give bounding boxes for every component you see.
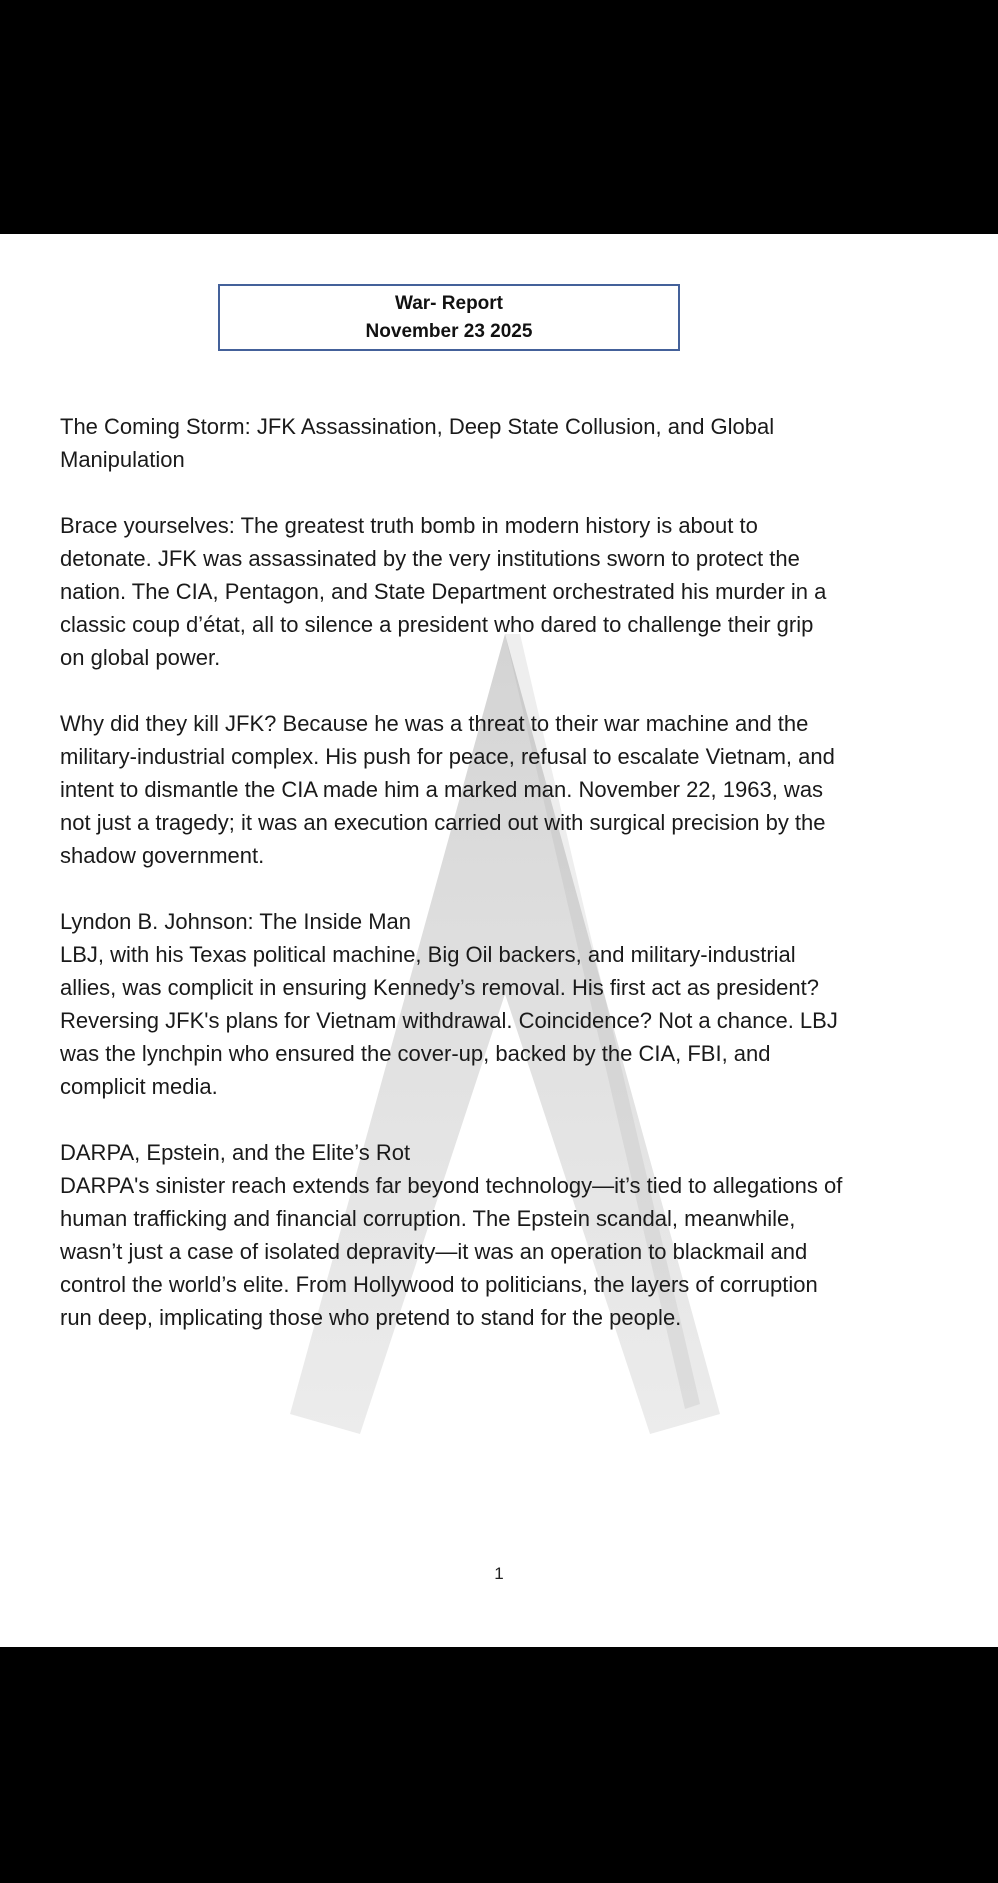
section-darpa-epstein	[60, 1136, 950, 1334]
text-line: run deep, implicating those who pretend to stand for the people.	[60, 1305, 682, 1330]
article-title	[60, 410, 950, 476]
text-line: Brace yourselves: The greatest truth bomb in modern history is about to	[60, 513, 758, 538]
text-line: was the lynchpin who ensured the cover-up, backed by the CIA, FBI, and	[60, 1041, 771, 1066]
text-line: allies, was complicit in ensuring Kennedy’s removal. His first act as president?	[60, 975, 819, 1000]
text-line: Reversing JFK's plans for Vietnam withdrawal. Coincidence? Not a chance. LBJ	[60, 1008, 838, 1033]
report-header-box	[218, 284, 680, 351]
text-line: human trafficking and financial corruption. The Epstein scandal, meanwhile,	[60, 1206, 796, 1231]
section-lbj	[60, 905, 950, 1103]
text-line: shadow government.	[60, 843, 265, 868]
document-page	[0, 234, 998, 1647]
text-line: DARPA's sinister reach extends far beyond technology—it’s tied to allegations of	[60, 1173, 843, 1198]
section-heading: Lyndon B. Johnson: The Inside Man	[60, 909, 412, 934]
text-line: not just a tragedy; it was an execution carried out with surgical precision by the	[60, 810, 826, 835]
paragraph-brace-yourselves	[60, 509, 950, 674]
text-line: complicit media.	[60, 1074, 218, 1099]
text-line: The Coming Storm: JFK Assassination, Deep State Collusion, and Global	[60, 414, 775, 439]
text-line: on global power.	[60, 645, 221, 670]
section-heading: DARPA, Epstein, and the Elite’s Rot	[60, 1140, 411, 1165]
text-line: Why did they kill JFK? Because he was a threat to their war machine and the	[60, 711, 809, 736]
text-line: control the world’s elite. From Hollywood to politicians, the layers of corruption	[60, 1272, 818, 1297]
page-number: 1	[494, 1564, 504, 1583]
report-date: November 23 2025	[365, 320, 533, 342]
text-line: Manipulation	[60, 447, 185, 472]
text-line: LBJ, with his Texas political machine, Big Oil backers, and military-industrial	[60, 942, 796, 967]
text-line: classic coup d’état, all to silence a president who dared to challenge their grip	[60, 612, 814, 637]
document-body	[60, 410, 950, 1334]
text-line: wasn’t just a case of isolated depravity—it was an operation to blackmail and	[60, 1239, 808, 1264]
paragraph-why-kill-jfk	[60, 707, 950, 872]
report-title: War- Report	[394, 292, 504, 314]
text-line: detonate. JFK was assassinated by the very institutions sworn to protect the	[60, 546, 800, 571]
text-line: nation. The CIA, Pentagon, and State Department orchestrated his murder in a	[60, 579, 827, 604]
text-line: military-industrial complex. His push for peace, refusal to escalate Vietnam, and	[60, 744, 835, 769]
text-line: intent to dismantle the CIA made him a marked man. November 22, 1963, was	[60, 777, 824, 802]
